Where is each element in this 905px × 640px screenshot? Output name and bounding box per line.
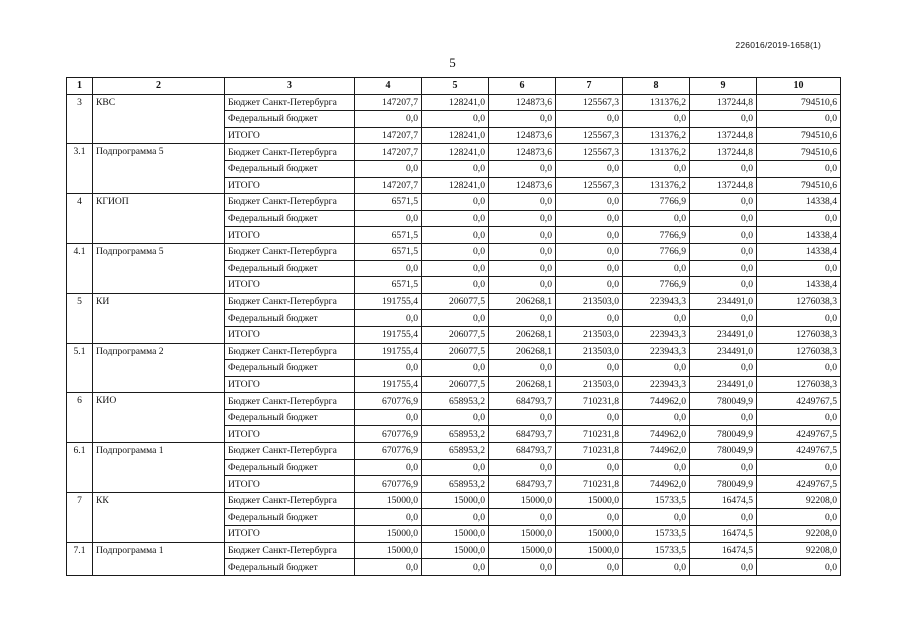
year-value-cell: 6571,5 — [355, 227, 422, 244]
year-value-cell: 7766,9 — [623, 194, 690, 211]
year-value-cell: 191755,4 — [355, 293, 422, 310]
total-value-cell: 0,0 — [757, 559, 841, 576]
funding-source-cell: Федеральный бюджет — [225, 559, 355, 576]
year-value-cell: 0,0 — [690, 360, 757, 377]
year-value-cell: 131376,2 — [623, 144, 690, 161]
header-cell: 4 — [355, 78, 422, 95]
year-value-cell: 0,0 — [422, 559, 489, 576]
year-value-cell: 0,0 — [623, 111, 690, 128]
header-cell: 8 — [623, 78, 690, 95]
year-value-cell: 7766,9 — [623, 227, 690, 244]
year-value-cell: 710231,8 — [556, 393, 623, 410]
year-value-cell: 137244,8 — [690, 144, 757, 161]
year-value-cell: 147207,7 — [355, 177, 422, 194]
year-value-cell: 0,0 — [422, 227, 489, 244]
year-value-cell: 0,0 — [422, 360, 489, 377]
year-value-cell: 710231,8 — [556, 476, 623, 493]
year-value-cell: 0,0 — [690, 194, 757, 211]
header-cell: 9 — [690, 78, 757, 95]
year-value-cell: 0,0 — [422, 459, 489, 476]
year-value-cell: 744962,0 — [623, 393, 690, 410]
year-value-cell: 0,0 — [355, 509, 422, 526]
year-value-cell: 0,0 — [489, 160, 556, 177]
year-value-cell: 0,0 — [556, 409, 623, 426]
year-value-cell: 0,0 — [489, 310, 556, 327]
year-value-cell: 0,0 — [489, 210, 556, 227]
year-value-cell: 0,0 — [690, 310, 757, 327]
total-value-cell: 4249767,5 — [757, 476, 841, 493]
funding-source-cell: Федеральный бюджет — [225, 111, 355, 128]
funding-source-cell: ИТОГО — [225, 227, 355, 244]
year-value-cell: 206268,1 — [489, 293, 556, 310]
year-value-cell: 0,0 — [556, 227, 623, 244]
row-number-cell: 6 — [67, 393, 93, 443]
year-value-cell: 684793,7 — [489, 476, 556, 493]
row-number-cell: 6.1 — [67, 443, 93, 493]
year-value-cell: 658953,2 — [422, 426, 489, 443]
year-value-cell: 0,0 — [556, 243, 623, 260]
table-row — [67, 393, 841, 410]
year-value-cell: 0,0 — [422, 160, 489, 177]
funding-source-cell: Федеральный бюджет — [225, 509, 355, 526]
funding-source-cell: ИТОГО — [225, 376, 355, 393]
funding-source-cell: Бюджет Санкт-Петербурга — [225, 144, 355, 161]
table-row — [67, 144, 841, 161]
total-value-cell: 0,0 — [757, 509, 841, 526]
year-value-cell: 658953,2 — [422, 393, 489, 410]
funding-source-cell: ИТОГО — [225, 177, 355, 194]
year-value-cell: 234491,0 — [690, 376, 757, 393]
year-value-cell: 213503,0 — [556, 326, 623, 343]
table-row — [67, 194, 841, 211]
funding-source-cell: ИТОГО — [225, 526, 355, 543]
year-value-cell: 15733,5 — [623, 542, 690, 559]
year-value-cell: 0,0 — [422, 260, 489, 277]
year-value-cell: 131376,2 — [623, 94, 690, 111]
year-value-cell: 684793,7 — [489, 426, 556, 443]
total-value-cell: 92208,0 — [757, 542, 841, 559]
funding-source-cell: Федеральный бюджет — [225, 160, 355, 177]
table-row — [67, 542, 841, 559]
year-value-cell: 131376,2 — [623, 177, 690, 194]
year-value-cell: 780049,9 — [690, 443, 757, 460]
header-cell: 5 — [422, 78, 489, 95]
funding-source-cell: Бюджет Санкт-Петербурга — [225, 293, 355, 310]
year-value-cell: 0,0 — [355, 160, 422, 177]
year-value-cell: 15000,0 — [422, 526, 489, 543]
row-number-cell: 7.1 — [67, 542, 93, 575]
funding-source-cell: ИТОГО — [225, 277, 355, 294]
funding-source-cell: Федеральный бюджет — [225, 360, 355, 377]
year-value-cell: 0,0 — [556, 194, 623, 211]
funding-source-cell: Бюджет Санкт-Петербурга — [225, 393, 355, 410]
year-value-cell: 0,0 — [355, 210, 422, 227]
table-row — [67, 443, 841, 460]
year-value-cell: 0,0 — [489, 360, 556, 377]
year-value-cell: 137244,8 — [690, 94, 757, 111]
year-value-cell: 0,0 — [556, 310, 623, 327]
year-value-cell: 137244,8 — [690, 177, 757, 194]
year-value-cell: 15000,0 — [556, 492, 623, 509]
year-value-cell: 0,0 — [355, 360, 422, 377]
year-value-cell: 0,0 — [623, 459, 690, 476]
funding-source-cell: Федеральный бюджет — [225, 409, 355, 426]
year-value-cell: 206268,1 — [489, 343, 556, 360]
executor-name-cell: КГИОП — [93, 194, 225, 244]
year-value-cell: 744962,0 — [623, 426, 690, 443]
year-value-cell: 147207,7 — [355, 144, 422, 161]
year-value-cell: 15000,0 — [489, 492, 556, 509]
year-value-cell: 0,0 — [422, 194, 489, 211]
year-value-cell: 206268,1 — [489, 376, 556, 393]
total-value-cell: 794510,6 — [757, 177, 841, 194]
year-value-cell: 15000,0 — [422, 492, 489, 509]
funding-source-cell: Бюджет Санкт-Петербурга — [225, 243, 355, 260]
year-value-cell: 0,0 — [355, 409, 422, 426]
year-value-cell: 0,0 — [623, 160, 690, 177]
funding-source-cell: Бюджет Санкт-Петербурга — [225, 443, 355, 460]
year-value-cell: 15000,0 — [556, 542, 623, 559]
total-value-cell: 0,0 — [757, 160, 841, 177]
year-value-cell: 0,0 — [422, 509, 489, 526]
year-value-cell: 684793,7 — [489, 393, 556, 410]
funding-source-cell: ИТОГО — [225, 326, 355, 343]
budget-table — [66, 77, 841, 576]
executor-name-cell: Подпрограмма 5 — [93, 144, 225, 194]
year-value-cell: 0,0 — [422, 210, 489, 227]
year-value-cell: 780049,9 — [690, 426, 757, 443]
funding-source-cell: ИТОГО — [225, 426, 355, 443]
year-value-cell: 213503,0 — [556, 343, 623, 360]
funding-source-cell: Федеральный бюджет — [225, 459, 355, 476]
executor-name-cell: КИ — [93, 293, 225, 343]
year-value-cell: 124873,6 — [489, 177, 556, 194]
year-value-cell: 124873,6 — [489, 127, 556, 144]
year-value-cell: 0,0 — [623, 509, 690, 526]
funding-source-cell: ИТОГО — [225, 127, 355, 144]
year-value-cell: 16474,5 — [690, 526, 757, 543]
header-cell: 7 — [556, 78, 623, 95]
year-value-cell: 0,0 — [690, 227, 757, 244]
year-value-cell: 0,0 — [623, 210, 690, 227]
page-number: 5 — [449, 55, 456, 70]
year-value-cell: 0,0 — [556, 459, 623, 476]
year-value-cell: 191755,4 — [355, 326, 422, 343]
year-value-cell: 0,0 — [556, 260, 623, 277]
year-value-cell: 0,0 — [489, 277, 556, 294]
year-value-cell: 0,0 — [623, 260, 690, 277]
year-value-cell: 16474,5 — [690, 492, 757, 509]
year-value-cell: 206077,5 — [422, 326, 489, 343]
funding-source-cell: Бюджет Санкт-Петербурга — [225, 94, 355, 111]
year-value-cell: 223943,3 — [623, 343, 690, 360]
total-value-cell: 0,0 — [757, 310, 841, 327]
year-value-cell: 206077,5 — [422, 376, 489, 393]
header-cell: 6 — [489, 78, 556, 95]
year-value-cell: 15000,0 — [489, 526, 556, 543]
header-cell: 1 — [67, 78, 93, 95]
executor-name-cell: КВС — [93, 94, 225, 144]
total-value-cell: 1276038,3 — [757, 293, 841, 310]
year-value-cell: 128241,0 — [422, 127, 489, 144]
total-value-cell: 14338,4 — [757, 243, 841, 260]
year-value-cell: 0,0 — [623, 310, 690, 327]
table-row — [67, 343, 841, 360]
year-value-cell: 15733,5 — [623, 526, 690, 543]
year-value-cell: 15000,0 — [355, 492, 422, 509]
year-value-cell: 15000,0 — [422, 542, 489, 559]
year-value-cell: 206077,5 — [422, 293, 489, 310]
year-value-cell: 0,0 — [690, 111, 757, 128]
total-value-cell: 0,0 — [757, 459, 841, 476]
year-value-cell: 125567,3 — [556, 127, 623, 144]
year-value-cell: 0,0 — [556, 277, 623, 294]
total-value-cell: 794510,6 — [757, 94, 841, 111]
executor-name-cell: КК — [93, 492, 225, 542]
year-value-cell: 128241,0 — [422, 144, 489, 161]
year-value-cell: 16474,5 — [690, 542, 757, 559]
total-value-cell: 4249767,5 — [757, 426, 841, 443]
total-value-cell: 0,0 — [757, 210, 841, 227]
year-value-cell: 15000,0 — [489, 542, 556, 559]
funding-source-cell: Федеральный бюджет — [225, 260, 355, 277]
total-value-cell: 0,0 — [757, 260, 841, 277]
header-cell: 10 — [757, 78, 841, 95]
row-number-cell: 3.1 — [67, 144, 93, 194]
total-value-cell: 1276038,3 — [757, 343, 841, 360]
year-value-cell: 234491,0 — [690, 326, 757, 343]
year-value-cell: 206077,5 — [422, 343, 489, 360]
funding-source-cell: ИТОГО — [225, 476, 355, 493]
year-value-cell: 125567,3 — [556, 94, 623, 111]
year-value-cell: 0,0 — [690, 160, 757, 177]
year-value-cell: 0,0 — [556, 509, 623, 526]
year-value-cell: 206268,1 — [489, 326, 556, 343]
year-value-cell: 0,0 — [690, 559, 757, 576]
executor-name-cell: Подпрограмма 5 — [93, 243, 225, 293]
year-value-cell: 0,0 — [690, 210, 757, 227]
year-value-cell: 0,0 — [422, 409, 489, 426]
year-value-cell: 147207,7 — [355, 94, 422, 111]
year-value-cell: 744962,0 — [623, 476, 690, 493]
total-value-cell: 92208,0 — [757, 526, 841, 543]
year-value-cell: 0,0 — [355, 459, 422, 476]
total-value-cell: 0,0 — [757, 360, 841, 377]
row-number-cell: 5.1 — [67, 343, 93, 393]
year-value-cell: 0,0 — [690, 260, 757, 277]
executor-name-cell: КИО — [93, 393, 225, 443]
funding-source-cell: Бюджет Санкт-Петербурга — [225, 492, 355, 509]
year-value-cell: 0,0 — [556, 111, 623, 128]
total-value-cell: 92208,0 — [757, 492, 841, 509]
executor-name-cell: Подпрограмма 1 — [93, 542, 225, 575]
table-row — [67, 293, 841, 310]
year-value-cell: 0,0 — [623, 360, 690, 377]
year-value-cell: 15733,5 — [623, 492, 690, 509]
year-value-cell: 191755,4 — [355, 376, 422, 393]
header-row — [67, 78, 841, 95]
year-value-cell: 0,0 — [690, 277, 757, 294]
row-number-cell: 3 — [67, 94, 93, 144]
year-value-cell: 7766,9 — [623, 277, 690, 294]
year-value-cell: 0,0 — [489, 509, 556, 526]
year-value-cell: 124873,6 — [489, 144, 556, 161]
year-value-cell: 710231,8 — [556, 443, 623, 460]
year-value-cell: 0,0 — [690, 409, 757, 426]
total-value-cell: 1276038,3 — [757, 376, 841, 393]
funding-source-cell: Федеральный бюджет — [225, 310, 355, 327]
row-number-cell: 4 — [67, 194, 93, 244]
year-value-cell: 670776,9 — [355, 476, 422, 493]
year-value-cell: 0,0 — [489, 459, 556, 476]
executor-name-cell: Подпрограмма 1 — [93, 443, 225, 493]
total-value-cell: 794510,6 — [757, 127, 841, 144]
total-value-cell: 4249767,5 — [757, 393, 841, 410]
year-value-cell: 0,0 — [422, 111, 489, 128]
year-value-cell: 780049,9 — [690, 476, 757, 493]
year-value-cell: 0,0 — [489, 260, 556, 277]
year-value-cell: 0,0 — [355, 260, 422, 277]
year-value-cell: 213503,0 — [556, 376, 623, 393]
year-value-cell: 234491,0 — [690, 343, 757, 360]
year-value-cell: 0,0 — [690, 459, 757, 476]
row-number-cell: 5 — [67, 293, 93, 343]
year-value-cell: 0,0 — [556, 360, 623, 377]
total-value-cell: 14338,4 — [757, 194, 841, 211]
table-row — [67, 94, 841, 111]
year-value-cell: 780049,9 — [690, 393, 757, 410]
year-value-cell: 6571,5 — [355, 277, 422, 294]
year-value-cell: 710231,8 — [556, 426, 623, 443]
total-value-cell: 0,0 — [757, 111, 841, 128]
year-value-cell: 213503,0 — [556, 293, 623, 310]
year-value-cell: 0,0 — [623, 409, 690, 426]
year-value-cell: 128241,0 — [422, 94, 489, 111]
year-value-cell: 0,0 — [355, 559, 422, 576]
document-id: 226016/2019-1658(1) — [735, 40, 821, 50]
year-value-cell: 0,0 — [690, 243, 757, 260]
header-cell: 2 — [93, 78, 225, 95]
total-value-cell: 1276038,3 — [757, 326, 841, 343]
funding-source-cell: Бюджет Санкт-Петербурга — [225, 194, 355, 211]
year-value-cell: 124873,6 — [489, 94, 556, 111]
header-cell: 3 — [225, 78, 355, 95]
total-value-cell: 0,0 — [757, 409, 841, 426]
executor-name-cell: Подпрограмма 2 — [93, 343, 225, 393]
year-value-cell: 670776,9 — [355, 443, 422, 460]
total-value-cell: 14338,4 — [757, 227, 841, 244]
year-value-cell: 0,0 — [556, 210, 623, 227]
table-body — [67, 94, 841, 575]
year-value-cell: 125567,3 — [556, 177, 623, 194]
total-value-cell: 794510,6 — [757, 144, 841, 161]
year-value-cell: 15000,0 — [355, 526, 422, 543]
year-value-cell: 658953,2 — [422, 476, 489, 493]
year-value-cell: 234491,0 — [690, 293, 757, 310]
funding-source-cell: Бюджет Санкт-Петербурга — [225, 343, 355, 360]
year-value-cell: 670776,9 — [355, 426, 422, 443]
year-value-cell: 7766,9 — [623, 243, 690, 260]
year-value-cell: 0,0 — [489, 194, 556, 211]
year-value-cell: 0,0 — [489, 409, 556, 426]
year-value-cell: 0,0 — [489, 111, 556, 128]
table-row — [67, 243, 841, 260]
year-value-cell: 0,0 — [422, 310, 489, 327]
table-row — [67, 492, 841, 509]
funding-source-cell: Бюджет Санкт-Петербурга — [225, 542, 355, 559]
year-value-cell: 658953,2 — [422, 443, 489, 460]
year-value-cell: 6571,5 — [355, 243, 422, 260]
year-value-cell: 6571,5 — [355, 194, 422, 211]
year-value-cell: 223943,3 — [623, 293, 690, 310]
year-value-cell: 0,0 — [422, 277, 489, 294]
year-value-cell: 223943,3 — [623, 376, 690, 393]
year-value-cell: 670776,9 — [355, 393, 422, 410]
total-value-cell: 14338,4 — [757, 277, 841, 294]
year-value-cell: 223943,3 — [623, 326, 690, 343]
year-value-cell: 0,0 — [422, 243, 489, 260]
year-value-cell: 15000,0 — [355, 542, 422, 559]
year-value-cell: 0,0 — [489, 243, 556, 260]
year-value-cell: 147207,7 — [355, 127, 422, 144]
funding-source-cell: Федеральный бюджет — [225, 210, 355, 227]
row-number-cell: 4.1 — [67, 243, 93, 293]
row-number-cell: 7 — [67, 492, 93, 542]
year-value-cell: 125567,3 — [556, 144, 623, 161]
year-value-cell: 191755,4 — [355, 343, 422, 360]
year-value-cell: 0,0 — [355, 310, 422, 327]
year-value-cell: 0,0 — [556, 160, 623, 177]
year-value-cell: 0,0 — [623, 559, 690, 576]
year-value-cell: 684793,7 — [489, 443, 556, 460]
year-value-cell: 128241,0 — [422, 177, 489, 194]
year-value-cell: 15000,0 — [556, 526, 623, 543]
year-value-cell: 0,0 — [489, 559, 556, 576]
year-value-cell: 131376,2 — [623, 127, 690, 144]
year-value-cell: 0,0 — [690, 509, 757, 526]
year-value-cell: 0,0 — [556, 559, 623, 576]
year-value-cell: 0,0 — [355, 111, 422, 128]
year-value-cell: 0,0 — [489, 227, 556, 244]
year-value-cell: 137244,8 — [690, 127, 757, 144]
year-value-cell: 744962,0 — [623, 443, 690, 460]
total-value-cell: 4249767,5 — [757, 443, 841, 460]
